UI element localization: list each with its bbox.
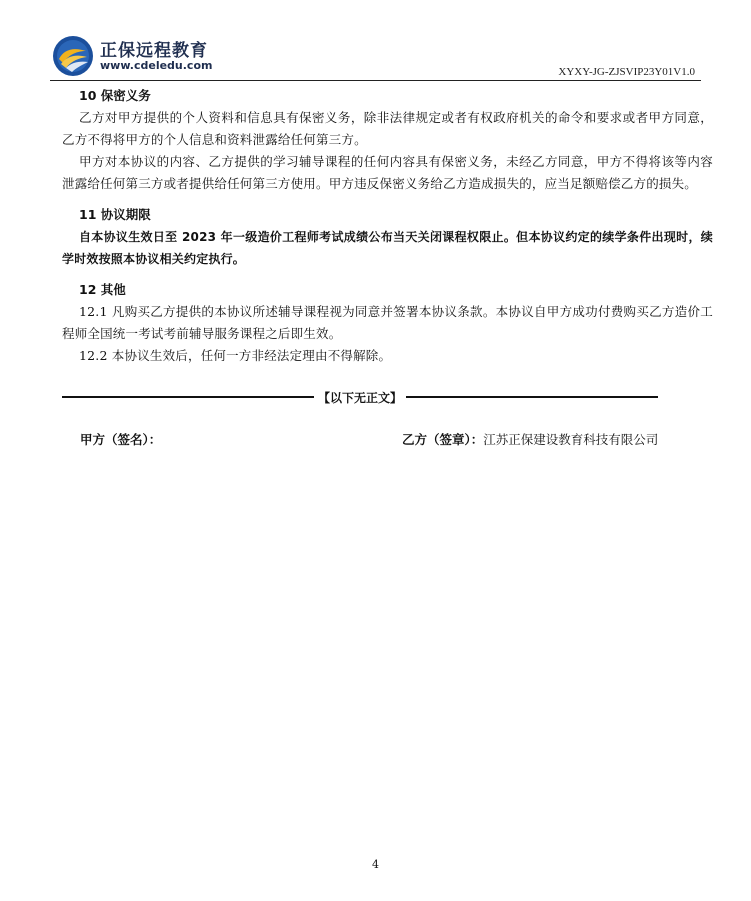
- section-title: 12 其他: [79, 282, 126, 297]
- divider-line: [406, 396, 658, 398]
- section-title: 10 保密义务: [79, 88, 151, 103]
- paragraph: 12.1 凡购买乙方提供的本协议所述辅导课程视为同意并签署本协议条款。本协议自甲方成功付费购买乙方造价工程师全国统一考试考前辅导服务课程之后即生效。: [62, 304, 713, 341]
- paragraph: 甲方对本协议的内容、乙方提供的学习辅导课程的任何内容具有保密义务，未经乙方同意，甲方不得将该等内容泄露给任何第三方或者提供给任何第三方使用。甲方违反保密义务给乙方造成损失的，应当足额赔偿乙方的损失。: [62, 154, 713, 191]
- agreement-body: [62, 85, 713, 367]
- divider-line: [62, 396, 314, 398]
- party-b-name: 江苏正保建设教育科技有限公司: [483, 432, 659, 447]
- brand-name: 正保远程教育: [100, 41, 208, 61]
- page-header: [0, 0, 751, 84]
- party-b-label: 乙方（签章）：: [402, 432, 484, 447]
- document-code: XYXY-JG-ZJSVIP23Y01V1.0: [558, 66, 695, 78]
- page-number: 4: [372, 858, 379, 871]
- section-term: [62, 204, 713, 270]
- party-a-signature: 甲方（签名）：: [80, 432, 162, 447]
- section-title: 11 协议期限: [79, 207, 151, 222]
- paragraph: 12.2 本协议生效后，任何一方非经法定理由不得解除。: [79, 348, 392, 363]
- party-b-signature: [402, 430, 658, 448]
- cdeledu-logo-icon: [52, 35, 94, 77]
- paragraph: 自本协议生效日至 2023 年一级造价工程师考试成绩公布当天关闭课程权限止。但本协议约定的续学条件出现时，续学时效按照本协议相关约定执行。: [62, 230, 713, 266]
- section-other: [62, 279, 713, 367]
- paragraph: 乙方对甲方提供的个人资料和信息具有保密义务，除非法律规定或者有权政府机关的命令和要求或者甲方同意，乙方不得将甲方的个人信息和资料泄露给任何第三方。: [62, 110, 713, 147]
- section-confidentiality: [62, 85, 713, 195]
- header-divider: [50, 80, 701, 81]
- end-marker-label: 【以下无正文】: [318, 390, 403, 405]
- end-of-text-marker: [62, 386, 658, 408]
- brand-url: www.cdeledu.com: [100, 59, 213, 72]
